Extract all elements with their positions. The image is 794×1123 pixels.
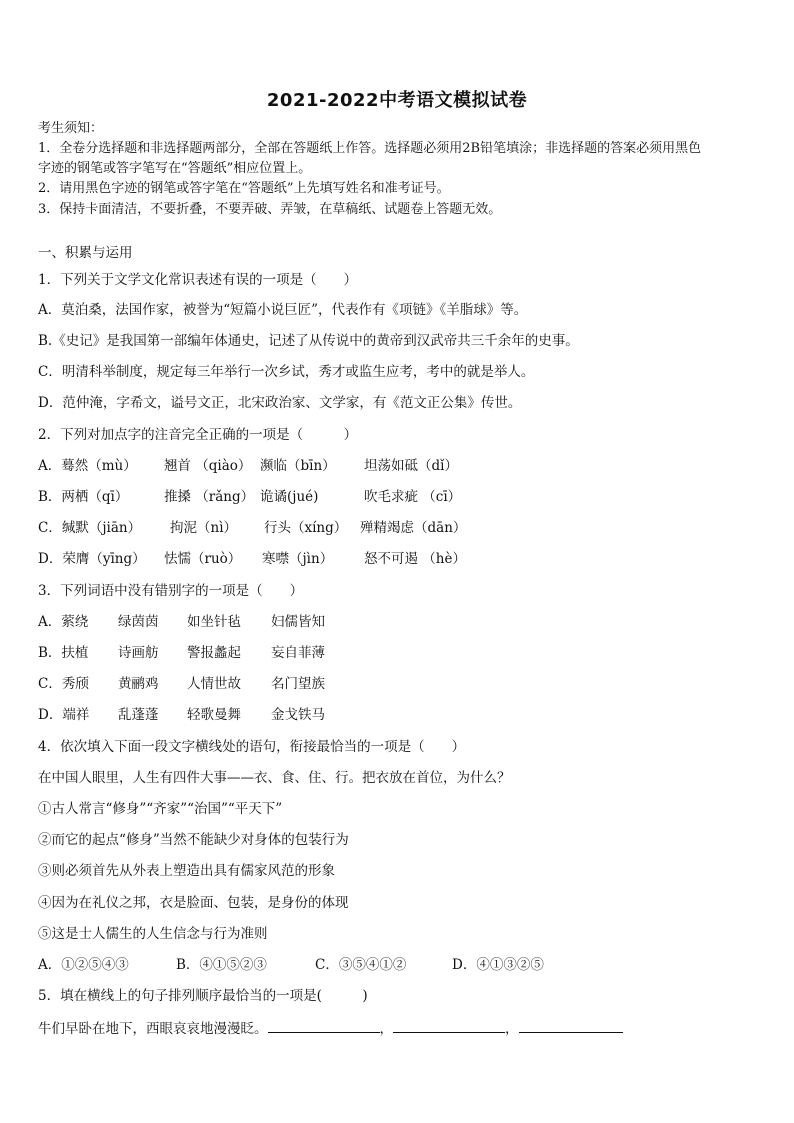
option-item: 警报蠡起 xyxy=(187,645,241,661)
option-item: 推搡 （rǎng） xyxy=(164,489,255,505)
option-item: A．萦绕 xyxy=(38,614,89,630)
option-item: 如坐针毡 xyxy=(187,614,241,630)
option-item: A．①②⑤④③ xyxy=(38,957,129,973)
option-item: 诗画舫 xyxy=(118,645,159,661)
option-item: 殚精竭虑（dān） xyxy=(360,520,467,536)
question-4-sentence: ④因为在礼仪之邦，衣是脸面、包装，是身份的体现 xyxy=(38,895,349,911)
notice-item: 3．保持卡面清洁，不要折叠，不要弄破、弄皱，在草稿纸、试题卷上答题无效。 xyxy=(38,202,502,217)
option-item: B．④①⑤②③ xyxy=(176,957,267,973)
option-item: D．④①③②⑤ xyxy=(452,957,544,973)
section-heading: 一、积累与运用 xyxy=(38,245,133,261)
option-item: C．缄默（jiān） xyxy=(38,520,142,536)
option-item: 怒不可遏 （hè） xyxy=(364,551,466,567)
question-1-option-d: D．范仲淹，字希文，谥号文正，北宋政治家、文学家，有《范文正公集》传世。 xyxy=(38,395,522,411)
question-4-sentence: ①古人常言“修身”“齐家”“治国”“平天下” xyxy=(38,801,283,817)
option-item: 行头（xíng） xyxy=(264,520,348,536)
option-item: 绿茵茵 xyxy=(118,614,159,630)
notice-item: 2．请用黑色字迹的钢笔或答字笔在“答题纸”上先填写姓名和准考证号。 xyxy=(38,181,450,196)
question-5-passage: 牛们早卧在地下，西眼哀哀地漫漫眨。 xyxy=(38,1021,268,1037)
answer-blank[interactable] xyxy=(519,1018,623,1033)
question-5-stem: 5．填在横线上的句子排列顺序最恰当的一项是( ) xyxy=(38,988,368,1004)
blank-separator: ， xyxy=(505,1021,519,1037)
option-item: 黄鹂鸡 xyxy=(118,676,159,692)
option-item: A．蓦然（mù） xyxy=(38,458,137,474)
question-4-passage: 在中国人眼里，人生有四件大事——衣、食、住、行。把衣放在首位，为什么？ xyxy=(38,770,511,786)
option-item: 人情世故 xyxy=(187,676,241,692)
option-item: 名门望族 xyxy=(271,676,325,692)
option-item: 金戈铁马 xyxy=(271,707,325,723)
option-item: B．扶植 xyxy=(38,645,89,661)
notice-heading: 考生须知： xyxy=(38,121,104,136)
notice-item: 字迹的钢笔或答字笔写在“答题纸”相应位置上。 xyxy=(38,161,312,176)
option-item: B．两栖（qī） xyxy=(38,489,129,505)
question-4-sentence: ⑤这是士人儒生的人生信念与行为准则 xyxy=(38,926,268,942)
option-item: 拘泥（nì） xyxy=(170,520,238,536)
question-4-sentence: ②而它的起点“修身”当然不能缺少对身体的包装行为 xyxy=(38,832,349,848)
option-item: 怯懦（ruò） xyxy=(164,551,242,567)
option-item: 乱蓬蓬 xyxy=(118,707,159,723)
question-1-option-b: B.《史记》是我国第一部编年体通史，记述了从传说中的黄帝到汉武帝共三千余年的史事。 xyxy=(38,333,579,349)
question-3-stem: 3．下列词语中没有错别字的一项是（ ） xyxy=(38,583,304,599)
option-item: 诡谲(jué) xyxy=(260,489,319,505)
question-4-sentence: ③则必须首先从外表上塑造出具有儒家风范的形象 xyxy=(38,863,335,879)
option-item: 寒噤（jìn） xyxy=(262,551,334,567)
answer-blank[interactable] xyxy=(393,1018,505,1033)
option-item: 轻歌曼舞 xyxy=(187,707,241,723)
blank-separator: ， xyxy=(379,1021,393,1037)
option-item: 妇儒皆知 xyxy=(271,614,325,630)
question-1-stem: 1．下列关于文学文化常识表述有误的一项是（ ） xyxy=(38,272,358,288)
option-item: 坦荡如砥（dǐ） xyxy=(364,458,458,474)
question-1-option-a: A．莫泊桑，法国作家，被誉为“短篇小说巨匠”，代表作有《项链》《羊脂球》等。 xyxy=(38,302,528,318)
option-item: D．荣膺（yīng） xyxy=(38,551,146,567)
notice-item: 1．全卷分选择题和非选择题两部分，全部在答题纸上作答。选择题必须用2B铅笔填涂；非选择题的答案必须用黑色 xyxy=(38,141,702,156)
question-2-stem: 2．下列对加点字的注音完全正确的一项是（ ） xyxy=(38,427,358,443)
question-1-option-c: C．明清科举制度，规定每三年举行一次乡试，秀才或监生应考，考中的就是举人。 xyxy=(38,364,535,380)
option-item: D．端祥 xyxy=(38,707,90,723)
option-item: 吹毛求疵 （cī） xyxy=(364,489,462,505)
exam-title: 2021-2022中考语文模拟试卷 xyxy=(266,90,528,111)
option-item: C．秀颀 xyxy=(38,676,89,692)
question-5-passage-line xyxy=(38,1018,623,1038)
option-item: C．③⑤④①② xyxy=(315,957,407,973)
answer-blank[interactable] xyxy=(268,1018,380,1033)
option-item: 濒临（bīn） xyxy=(260,458,336,474)
option-item: 翘首 （qiào） xyxy=(164,458,252,474)
question-4-stem: 4．依次填入下面一段文字横线处的语句，衔接最恰当的一项是（ ） xyxy=(38,739,466,755)
option-item: 妄自菲薄 xyxy=(271,645,325,661)
